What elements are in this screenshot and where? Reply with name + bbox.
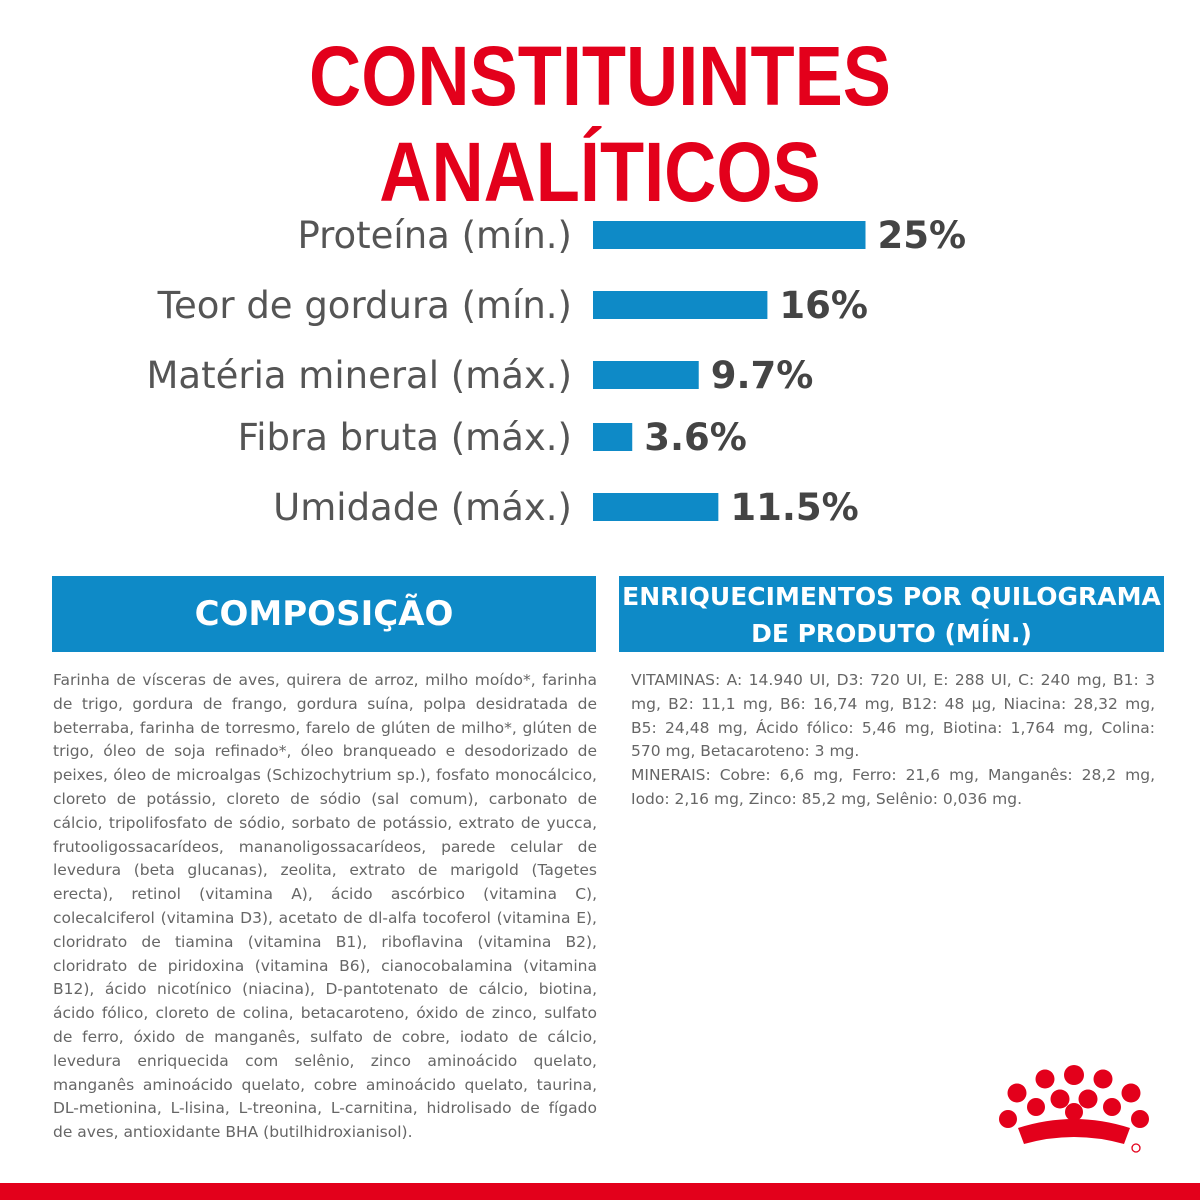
- bar-value-label: 16%: [779, 284, 868, 327]
- bar-value-label: 3.6%: [644, 416, 747, 459]
- enrichment-text: [631, 669, 1155, 812]
- bar-category-label: Matéria mineral (máx.): [146, 354, 572, 397]
- composition-text: Farinha de vísceras de aves, quirera de arroz, milho moído*, farinha de trigo, gordura de frango, gordura suína, polpa desidratada de beterraba, farinha de torresmo, farelo de glúten de milho*, glúten de trigo, óleo de soja refinado*, óleo branqueado e desodorizado de peixes, óleo de microalgas (Schizochytrium sp.), fosfato monocálcico, cloreto de potássio, cloreto de sódio (sal comum), carbonato de cálcio, tripolifosfato de sódio, sorbato de potássio, extrato de yucca, frutooligossacarídeos, mananoligossacarídeos, parede celular de levedura (beta glucanas), zeolita, extrato de marigold (Tagetes erecta), retinol (vitamina A), ácido ascórbico (vitamina C), colecalciferol (vitamina D3), acetato de dl-alfa tocoferol (vitamina E), cloridrato de tiamina (vitamina B1), riboflavina (vitamina B2), cloridrato de piridoxina (vitamina B6), cianocobalamina (vitamina B12), ácido nicotínico (niacina), D-pantotenato de cálcio, biotina, ácido fólico, cloreto de colina, betacaroteno, óxido de zinco, sulfato de ferro, óxido de manganês, sulfato de cobre, iodato de cálcio, levedura enriquecida com selênio, zinco aminoácido quelato, manganês aminoácido quelato, cobre aminoácido quelato, taurina, DL-metionina, L-lisina, L-treonina, L-carnitina, hidrolisado de fígado de aves, antioxidante BHA (butilhidroxianisol).: [53, 671, 597, 1142]
- bar-category-label: Proteína (mín.): [297, 214, 572, 257]
- bar-value-label: 11.5%: [730, 486, 859, 529]
- bar-value-label: 9.7%: [710, 354, 814, 397]
- bar-category-label: Umidade (máx.): [273, 486, 572, 529]
- bar-category-label: Teor de gordura (mín.): [157, 284, 572, 327]
- composition-header: COMPOSIÇÃO: [52, 576, 596, 652]
- bar: [593, 361, 699, 389]
- bar-value-label: 25%: [877, 214, 967, 257]
- royal-canin-crown-icon: [990, 1062, 1158, 1158]
- bar-category-label: Fibra bruta (máx.): [237, 416, 572, 459]
- enrichment-header-line2: DE PRODUTO (MÍN.): [751, 619, 1032, 648]
- analytical-constituents-chart: [0, 190, 1200, 540]
- bar: [593, 221, 866, 249]
- bar: [593, 423, 632, 451]
- enrichment-header: [619, 576, 1164, 652]
- bar: [593, 291, 767, 319]
- minerals-text: MINERAIS: Cobre: 6,6 mg, Ferro: 21,6 mg, Manganês: 28,2 mg, Iodo: 2,16 mg, Zinco: 85,2 mg, Selênio: 0,036 mg.: [631, 766, 1155, 808]
- bottom-accent-bar: [0, 1183, 1200, 1200]
- bar: [593, 493, 718, 521]
- enrichment-header-line1: ENRIQUECIMENTOS POR QUILOGRAMA: [622, 582, 1161, 611]
- page-title: CONSTITUINTES ANALÍTICOS: [309, 29, 891, 219]
- vitamins-text: VITAMINAS: A: 14.940 UI, D3: 720 UI, E: 288 UI, C: 240 mg, B1: 3 mg, B2: 11,1 mg, B6: 16,74 mg, B12: 48 µg, Niacina: 28,32 mg, B5: 24,48 mg, Ácido fólico: 5,46 mg, Biotina: 1,764 mg, Colina: 570 mg, Betacaroteno: 3 mg.: [631, 671, 1155, 761]
